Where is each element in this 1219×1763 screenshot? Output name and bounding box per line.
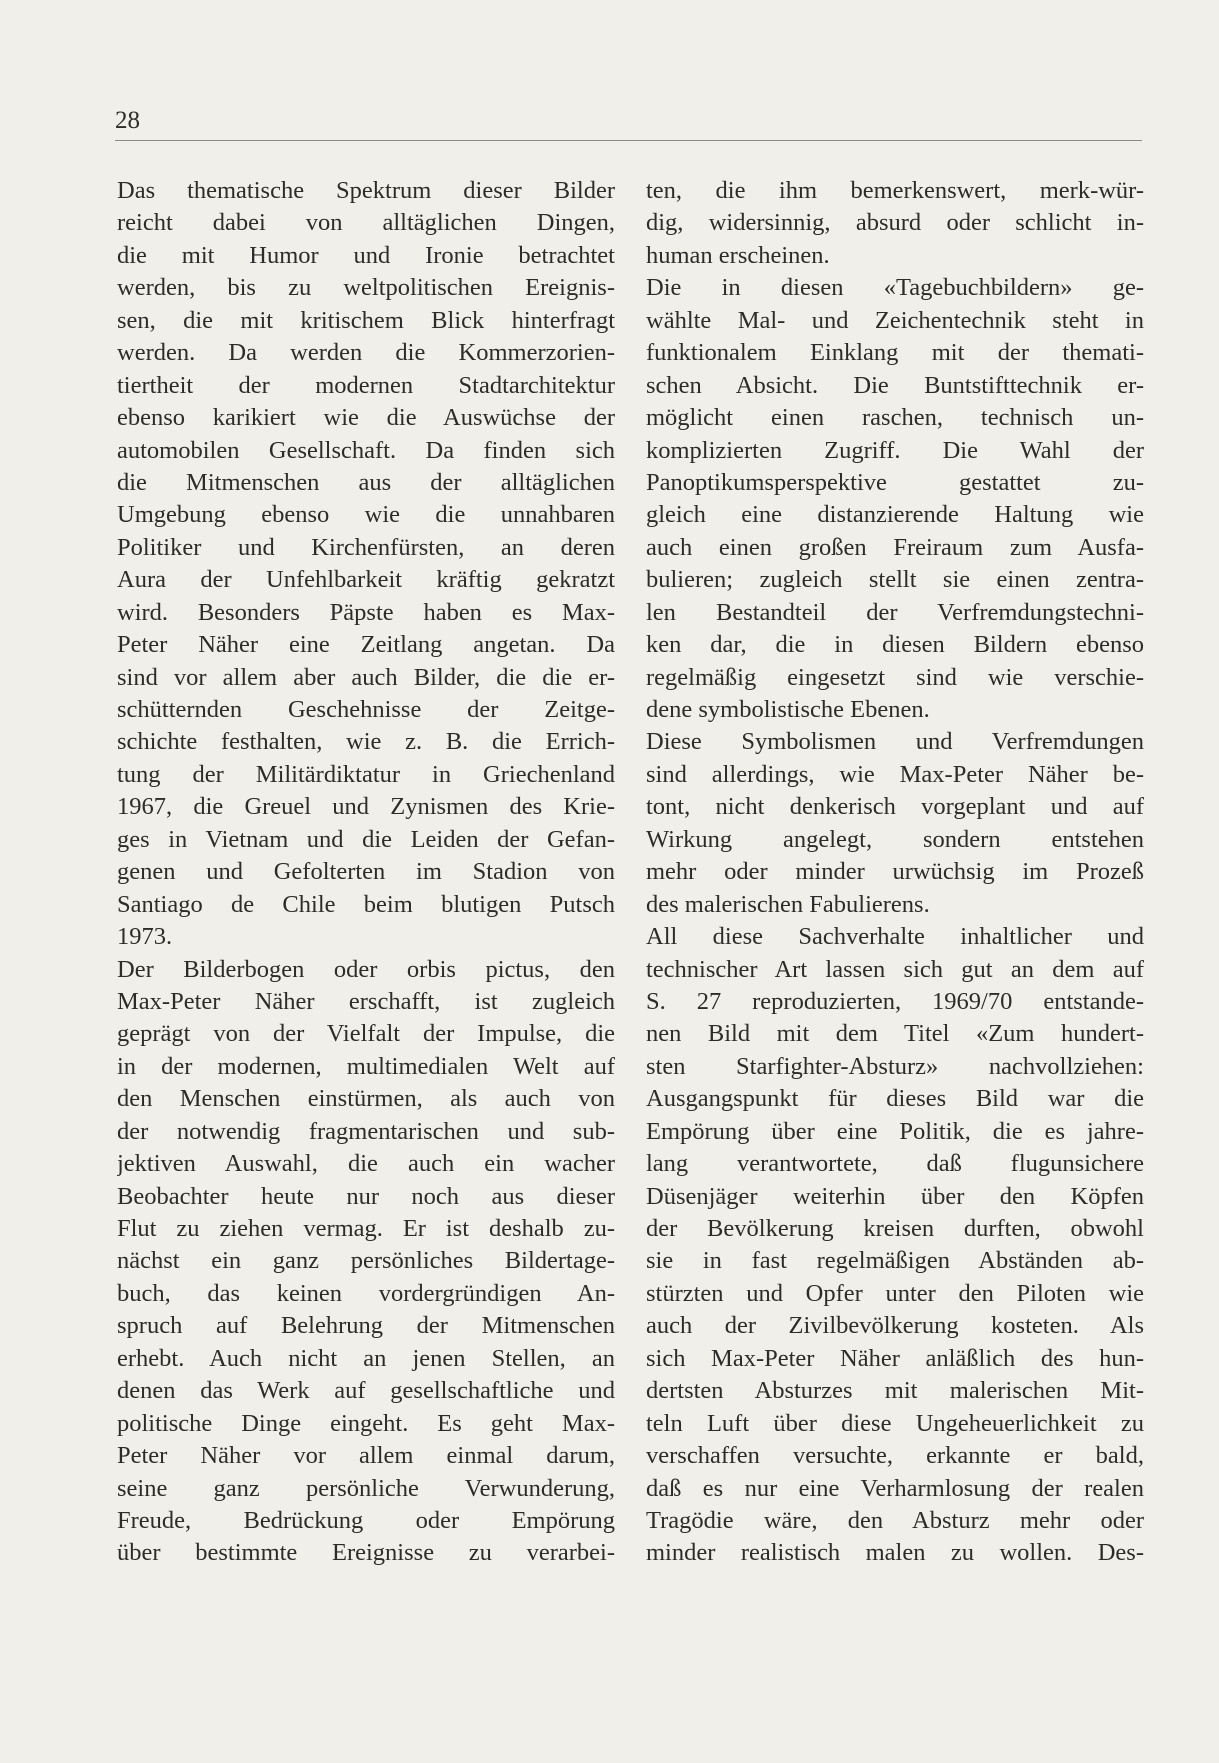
text-line: human erscheinen. bbox=[646, 241, 830, 269]
text-line: sind vor allem aber auch Bilder, die die er- bbox=[117, 663, 615, 691]
text-line: teln Luft über diese Ungeheuerlichkeit zu bbox=[646, 1409, 1144, 1437]
text-line: politische Dinge eingeht. Es geht Max- bbox=[117, 1409, 615, 1437]
text-line: der Bevölkerung kreisen durften, obwohl bbox=[646, 1215, 1144, 1242]
text-line: tung der Militärdiktatur in Griechenland bbox=[117, 760, 615, 788]
text-line: die mit Humor und Ironie betrachtet bbox=[117, 241, 615, 269]
text-line: Panoptikumsperspektive gestattet zu- bbox=[646, 468, 1144, 496]
text-column-right bbox=[646, 175, 1144, 1570]
text-line: möglicht einen raschen, technisch un- bbox=[646, 404, 1144, 432]
text-line: tont, nicht denkerisch vorgeplant und auf bbox=[646, 793, 1144, 821]
text-line: denen das Werk auf gesellschaftliche und bbox=[117, 1377, 615, 1405]
text-line: die Mitmenschen aus der alltäglichen bbox=[117, 468, 615, 496]
text-line: schütternden Geschehnisse der Zeitge- bbox=[117, 696, 615, 723]
text-line: 1973. bbox=[117, 923, 173, 951]
text-line: Wirkung angelegt, sondern entstehen bbox=[646, 825, 1144, 853]
text-line: reicht dabei von alltäglichen Dingen, bbox=[117, 209, 615, 237]
text-line: den Menschen einstürmen, als auch von bbox=[117, 1085, 615, 1113]
text-line: Tragödie wäre, den Absturz mehr oder bbox=[646, 1506, 1144, 1534]
text-line: Politiker und Kirchenfürsten, an deren bbox=[117, 533, 615, 561]
text-line: verschaffen versuchte, erkannte er bald, bbox=[646, 1442, 1144, 1470]
text-line: genen und Gefolterten im Stadion von bbox=[117, 858, 615, 886]
text-line: ken dar, die in diesen Bildern ebenso bbox=[646, 631, 1144, 659]
text-line: der notwendig fragmentarischen und sub- bbox=[117, 1117, 615, 1145]
text-line: S. 27 reproduzierten, 1969/70 entstande- bbox=[646, 987, 1144, 1015]
text-line: geprägt von der Vielfalt der Impulse, die bbox=[117, 1020, 615, 1048]
text-line: sind allerdings, wie Max-Peter Näher be- bbox=[646, 760, 1144, 788]
text-line: ebenso karikiert wie die Auswüchse der bbox=[117, 404, 615, 432]
text-line: auch einen großen Freiraum zum Ausfa- bbox=[646, 533, 1144, 561]
text-line: Der Bilderbogen oder orbis pictus, den bbox=[117, 955, 615, 983]
text-line: nächst ein ganz persönliches Bildertage- bbox=[117, 1247, 615, 1275]
text-line: Freude, Bedrückung oder Empörung bbox=[117, 1506, 615, 1534]
text-line: ges in Vietnam und die Leiden der Gefan- bbox=[117, 825, 615, 853]
text-line: erhebt. Auch nicht an jenen Stellen, an bbox=[117, 1344, 615, 1372]
text-line: nen Bild mit dem Titel «Zum hundert- bbox=[646, 1020, 1144, 1048]
text-line: spruch auf Belehrung der Mitmenschen bbox=[117, 1312, 615, 1340]
text-line: mehr oder minder urwüchsig im Prozeß bbox=[646, 858, 1144, 886]
text-line: werden. Da werden die Kommerzorien- bbox=[117, 339, 615, 367]
text-line: sten Starfighter-Absturz» nachvollziehen: bbox=[646, 1052, 1144, 1080]
text-line: daß es nur eine Verharmlosung der realen bbox=[646, 1474, 1144, 1502]
text-line: funktionalem Einklang mit der themati- bbox=[646, 339, 1144, 367]
text-line: dene symbolistische Ebenen. bbox=[646, 696, 930, 723]
text-line: schen Absicht. Die Buntstifttechnik er- bbox=[646, 371, 1144, 399]
text-line: ten, die ihm bemerkenswert, merk-wür- bbox=[646, 177, 1144, 204]
text-line: komplizierten Zugriff. Die Wahl der bbox=[646, 436, 1144, 464]
text-line: über bestimmte Ereignisse zu verarbei- bbox=[117, 1539, 615, 1567]
text-line: Santiago de Chile beim blutigen Putsch bbox=[117, 890, 615, 918]
text-line: Diese Symbolismen und Verfremdungen bbox=[646, 728, 1144, 756]
text-line: des malerischen Fabulierens. bbox=[646, 890, 930, 918]
text-line: minder realistisch malen zu wollen. Des- bbox=[646, 1539, 1144, 1567]
text-line: sie in fast regelmäßigen Abständen ab- bbox=[646, 1247, 1144, 1275]
page-number: 28 bbox=[115, 107, 140, 134]
text-line: in der modernen, multimedialen Welt auf bbox=[117, 1052, 615, 1080]
text-line: gleich eine distanzierende Haltung wie bbox=[646, 501, 1144, 529]
text-line: Beobachter heute nur noch aus dieser bbox=[117, 1182, 615, 1210]
text-line: All diese Sachverhalte inhaltlicher und bbox=[646, 923, 1144, 951]
text-line: schichte festhalten, wie z. B. die Errich- bbox=[117, 728, 615, 756]
text-line: Max-Peter Näher erschafft, ist zugleich bbox=[117, 987, 615, 1015]
text-line: jektiven Auswahl, die auch ein wacher bbox=[117, 1150, 615, 1178]
text-line: Umgebung ebenso wie die unnahbaren bbox=[117, 501, 615, 529]
text-line: tiertheit der modernen Stadtarchitektur bbox=[117, 371, 615, 399]
text-column-left bbox=[117, 175, 615, 1570]
text-line: wird. Besonders Päpste haben es Max- bbox=[117, 598, 615, 626]
text-line: sich Max-Peter Näher anläßlich des hun- bbox=[646, 1344, 1144, 1372]
text-line: Düsenjäger weiterhin über den Köpfen bbox=[646, 1182, 1144, 1210]
text-line: Ausgangspunkt für dieses Bild war die bbox=[646, 1085, 1144, 1113]
text-line: Peter Näher eine Zeitlang angetan. Da bbox=[117, 631, 615, 659]
text-line: technischer Art lassen sich gut an dem auf bbox=[646, 955, 1144, 983]
text-line: wählte Mal- und Zeichentechnik steht in bbox=[646, 306, 1144, 334]
text-line: Die in diesen «Tagebuchbildern» ge- bbox=[646, 274, 1144, 302]
text-line: regelmäßig eingesetzt sind wie verschie- bbox=[646, 663, 1144, 691]
text-line: stürzten und Opfer unter den Piloten wie bbox=[646, 1279, 1144, 1307]
text-line: len Bestandteil der Verfremdungstechni- bbox=[646, 598, 1144, 626]
text-line: werden, bis zu weltpolitischen Ereignis- bbox=[117, 274, 615, 302]
text-line: Aura der Unfehlbarkeit kräftig gekratzt bbox=[117, 566, 615, 594]
text-line: bulieren; zugleich stellt sie einen zentra- bbox=[646, 566, 1144, 594]
text-line: Empörung über eine Politik, die es jahre- bbox=[646, 1117, 1144, 1145]
header-rule bbox=[115, 140, 1142, 141]
text-line: auch der Zivilbevölkerung kosteten. Als bbox=[646, 1312, 1144, 1340]
text-line: 1967, die Greuel und Zynismen des Krie- bbox=[117, 793, 615, 821]
text-line: seine ganz persönliche Verwunderung, bbox=[117, 1474, 615, 1502]
text-line: lang verantwortete, daß flugunsichere bbox=[646, 1150, 1144, 1178]
text-line: Das thematische Spektrum dieser Bilder bbox=[117, 177, 615, 204]
text-line: dertsten Absturzes mit malerischen Mit- bbox=[646, 1377, 1144, 1405]
text-line: dig, widersinnig, absurd oder schlicht in- bbox=[646, 209, 1144, 237]
text-line: sen, die mit kritischem Blick hinterfragt bbox=[117, 306, 615, 334]
text-line: buch, das keinen vordergründigen An- bbox=[117, 1279, 615, 1307]
text-line: automobilen Gesellschaft. Da finden sich bbox=[117, 436, 615, 464]
text-line: Flut zu ziehen vermag. Er ist deshalb zu- bbox=[117, 1215, 615, 1242]
text-line: Peter Näher vor allem einmal darum, bbox=[117, 1442, 615, 1470]
